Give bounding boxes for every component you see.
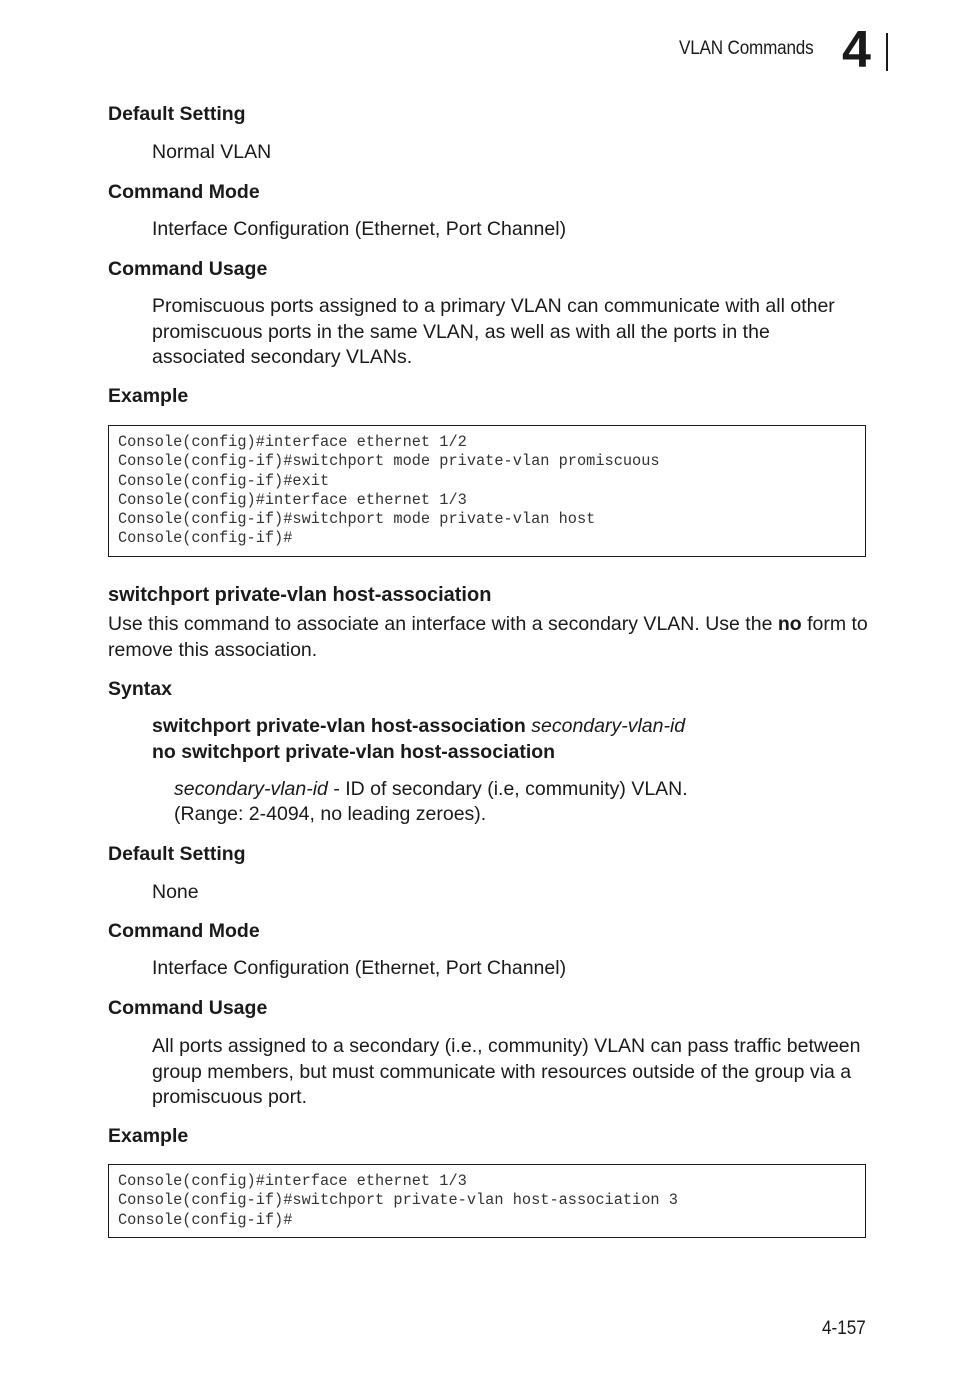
example-code-block bbox=[108, 1164, 866, 1238]
command-mode-heading: Command Mode bbox=[108, 920, 260, 942]
command-usage-text: All ports assigned to a secondary (i.e., community) VLAN can pass traffic between group members, but must communicate with resources outside of the group via a promiscuous port. bbox=[152, 1035, 861, 1108]
code-line: Console(config-if)# bbox=[118, 529, 293, 548]
code-line: Console(config-if)#switchport mode private-vlan host bbox=[118, 510, 596, 529]
page-number: 4-157 bbox=[822, 1318, 866, 1339]
code-line: Console(config-if)#switchport mode private-vlan promiscuous bbox=[118, 452, 660, 471]
default-setting-value: None bbox=[152, 881, 199, 903]
code-line: Console(config-if)#exit bbox=[118, 471, 330, 490]
command-mode-heading: Command Mode bbox=[108, 181, 260, 203]
example-heading: Example bbox=[108, 385, 189, 407]
command-usage-text: Promiscuous ports assigned to a primary VLAN can communicate with all other promiscuous ports in the same VLAN, as well as with all the ports in the associated secondary VLANs. bbox=[152, 295, 835, 368]
syntax-line-1: switchport private-vlan host-association secondary-vlan-id bbox=[152, 715, 686, 737]
code-line: Console(config)#interface ethernet 1/2 bbox=[118, 433, 467, 451]
code-line: Console(config-if)# bbox=[118, 1210, 293, 1229]
default-setting-value: Normal VLAN bbox=[152, 141, 272, 163]
code-line: Console(config)#interface ethernet 1/3 bbox=[118, 1172, 467, 1190]
chapter-tab-rule bbox=[886, 33, 888, 71]
command-intro: Use this command to associate an interface with a secondary VLAN. Use the no form to remove this association. bbox=[108, 613, 868, 661]
example-heading: Example bbox=[108, 1125, 189, 1147]
parameter-range: (Range: 2-4094, no leading zeroes). bbox=[174, 803, 487, 825]
default-setting-heading: Default Setting bbox=[108, 103, 246, 125]
command-title: switchport private-vlan host-association bbox=[108, 584, 492, 606]
parameter-description: secondary-vlan-id - ID of secondary (i.e, community) VLAN. bbox=[174, 778, 688, 800]
command-usage-heading: Command Usage bbox=[108, 997, 268, 1019]
syntax-line-2: no switchport private-vlan host-association bbox=[152, 741, 556, 763]
syntax-heading: Syntax bbox=[108, 678, 172, 700]
default-setting-heading: Default Setting bbox=[108, 843, 246, 865]
running-header-title: VLAN Commands bbox=[679, 38, 814, 59]
command-mode-value: Interface Configuration (Ethernet, Port Channel) bbox=[152, 218, 567, 240]
example-code-block bbox=[108, 425, 866, 557]
command-mode-value: Interface Configuration (Ethernet, Port Channel) bbox=[152, 957, 567, 979]
code-line: Console(config)#interface ethernet 1/3 bbox=[118, 490, 467, 509]
command-usage-heading: Command Usage bbox=[108, 258, 268, 280]
chapter-number: 4 bbox=[842, 21, 871, 79]
code-line: Console(config-if)#switchport private-vlan host-association 3 bbox=[118, 1191, 678, 1210]
